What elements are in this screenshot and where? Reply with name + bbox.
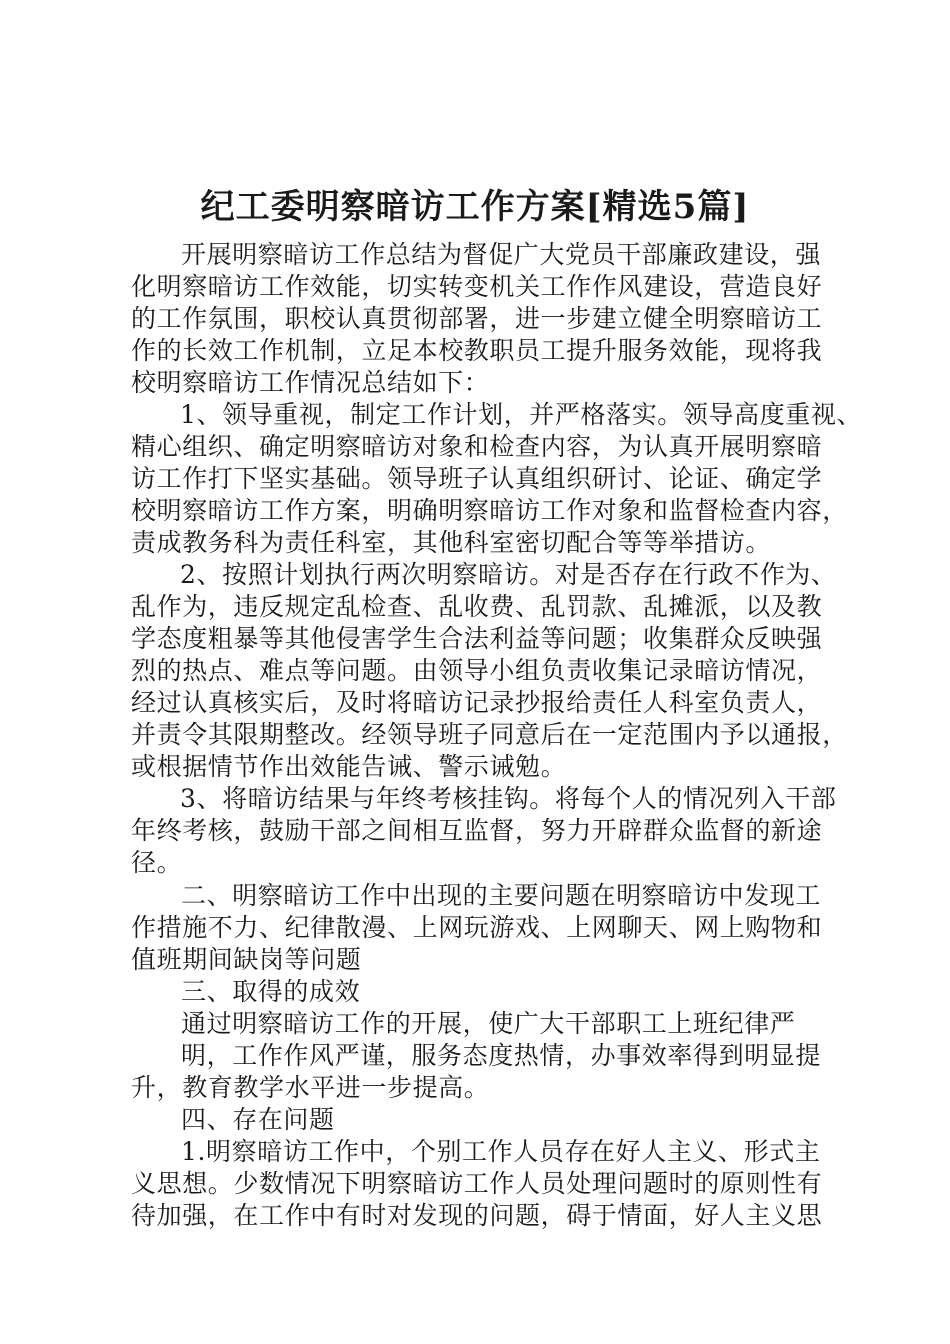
body-line: 值班期间缺岗等问题 xyxy=(131,945,362,974)
body-line: 校明察暗访工作情况总结如下： xyxy=(131,368,490,397)
body-line: 精心组织、确定明察暗访对象和检查内容，为认真开展明察暗 xyxy=(131,432,823,461)
body-line: 或根据情节作出效能告诫、警示诫勉。 xyxy=(131,752,567,781)
body-line: 年终考核，鼓励干部之间相互监督，努力开辟群众监督的新途 xyxy=(131,816,823,845)
body-line: 访工作打下坚实基础。领导班子认真组织研讨、论证、确定学 xyxy=(131,464,823,493)
body-line: 1、领导重视，制定工作计划，并严格落实。领导高度重视、 xyxy=(180,400,863,429)
body-line: 烈的热点、难点等问题。由领导小组负责收集记录暗访情况， xyxy=(131,656,823,685)
section-heading: 三、取得的成效 xyxy=(181,977,361,1006)
body-line: 3、将暗访结果与年终考核挂钩。将每个人的情况列入干部 xyxy=(180,784,837,813)
body-line: 升，教育教学水平进一步提高。 xyxy=(131,1073,490,1102)
body-line: 乱作为，违反规定乱检查、乱收费、乱罚款、乱摊派，以及教 xyxy=(131,592,823,621)
section-heading: 四、存在问题 xyxy=(181,1105,335,1134)
body-line: 二、明察暗访工作中出现的主要问题在明察暗访中发现工 xyxy=(181,881,822,910)
body-line: 1.明察暗访工作中，个别工作人员存在好人主义、形式主 xyxy=(181,1137,821,1166)
body-line: 校明察暗访工作方案，明确明察暗访工作对象和监督检查内容， xyxy=(131,496,848,525)
body-line: 化明察暗访工作效能，切实转变机关工作作风建设，营造良好 xyxy=(131,272,823,301)
body-line: 作的长效工作机制，立足本校教职员工提升服务效能，现将我 xyxy=(131,336,823,365)
document-title: 纪工委明察暗访工作方案[精选5篇] xyxy=(200,187,750,227)
body-line: 义思想。少数情况下明察暗访工作人员处理问题时的原则性有 xyxy=(131,1169,823,1198)
body-line: 学态度粗暴等其他侵害学生合法利益等问题；收集群众反映强 xyxy=(131,624,823,653)
body-line: 2、按照计划执行两次明察暗访。对是否存在行政不作为、 xyxy=(180,560,837,589)
body-line: 并责令其限期整改。经领导班子同意后在一定范围内予以通报， xyxy=(131,720,848,749)
body-line: 明，工作作风严谨，服务态度热情，办事效率得到明显提 xyxy=(181,1041,822,1070)
body-line: 责成教务科为责任科室，其他科室密切配合等等举措访。 xyxy=(131,528,772,557)
body-line: 的工作氛围，职校认真贯彻部署，进一步建立健全明察暗访工 xyxy=(131,304,823,333)
body-line: 通过明察暗访工作的开展，使广大干部职工上班纪律严 xyxy=(181,1009,796,1038)
body-line: 径。 xyxy=(131,848,183,877)
body-line: 开展明察暗访工作总结为督促广大党员干部廉政建设，强 xyxy=(181,240,822,269)
body-line: 待加强，在工作中有时对发现的问题，碍于情面，好人主义思 xyxy=(131,1201,823,1230)
body-line: 作措施不力、纪律散漫、上网玩游戏、上网聊天、网上购物和 xyxy=(131,913,823,942)
body-line: 经过认真核实后，及时将暗访记录抄报给责任人科室负责人， xyxy=(131,688,823,717)
